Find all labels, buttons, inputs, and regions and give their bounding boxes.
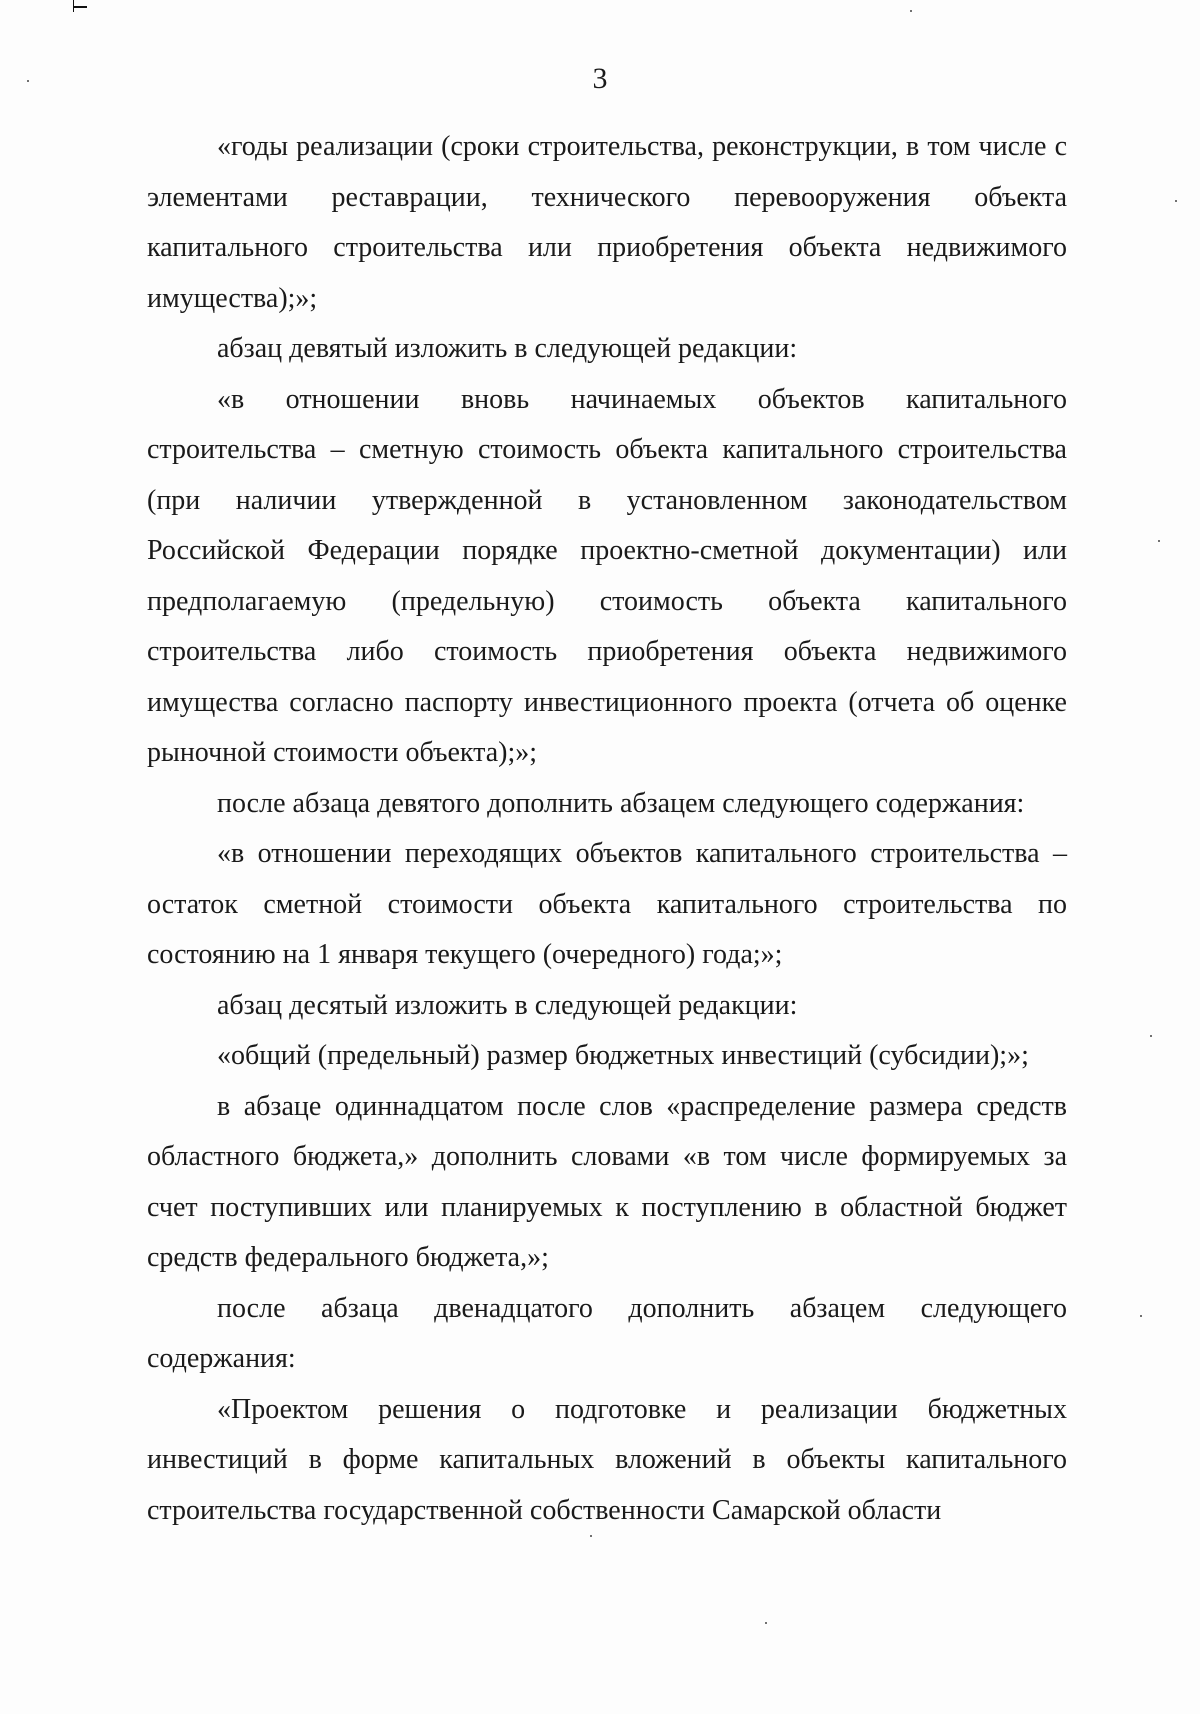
page-number: 3 xyxy=(592,62,608,95)
scan-speck xyxy=(27,80,29,82)
paragraph: «в отношении переходящих объектов капитального строительства – остаток сметной стоимости объекта капитального строительства по состоянию на 1 января текущего (очередного) года;»; xyxy=(147,838,1067,970)
paragraph: абзац девятый изложить в следующей редакции: xyxy=(217,333,798,364)
scan-speck xyxy=(1150,1035,1152,1037)
paragraph: после абзаца двенадцатого дополнить абзацем следующего содержания: xyxy=(147,1292,1067,1374)
scan-speck xyxy=(910,10,912,12)
paragraph: «общий (предельный) размер бюджетных инвестиций (субсидии);»; xyxy=(217,1040,1029,1071)
paragraph: после абзаца девятого дополнить абзацем следующего содержания: xyxy=(217,787,1025,819)
paragraph: в абзаце одиннадцатом после слов «распределение размера средств областного бюджета,» дополнить словами «в том числе формируемых за счет поступивших или планируемых к поступлению в областной бюджет средств федерального бюджета,»; xyxy=(147,1090,1067,1273)
paragraph: абзац десятый изложить в следующей редакции: xyxy=(217,989,798,1021)
paragraph: «Проектом решения о подготовке и реализации бюджетных инвестиций в форме капитальных вложений в объекты капитального строительства государственной собственности Самарской области xyxy=(147,1393,1067,1526)
scan-edge-mark xyxy=(73,6,87,8)
scan-speck xyxy=(1175,200,1177,202)
paragraph: «годы реализации (сроки строительства, реконструкции, в том числе с элементами реставрации, технического перевооружения объекта капитального строительства или приобретения объекта недвижимого имущества);»; xyxy=(147,131,1067,314)
paragraph: «в отношении вновь начинаемых объектов капитального строительства – сметную стоимость объекта капитального строительства (при наличии утвержденной в установленном законодательством Российской Федерации порядке проектно-сметной документации) или предполагаемую (предельную) стоимость объекта капитального строительства либо стоимость приобретения объекта недвижимого имущества согласно паспорту инвестиционного проекта (отчета об оценке рыночной стоимости объекта);»; xyxy=(147,383,1067,768)
scan-speck xyxy=(1158,540,1160,542)
document-body xyxy=(147,122,1067,1536)
scan-speck xyxy=(1140,1315,1142,1317)
scan-speck xyxy=(590,1535,592,1537)
scan-speck xyxy=(765,1622,767,1624)
